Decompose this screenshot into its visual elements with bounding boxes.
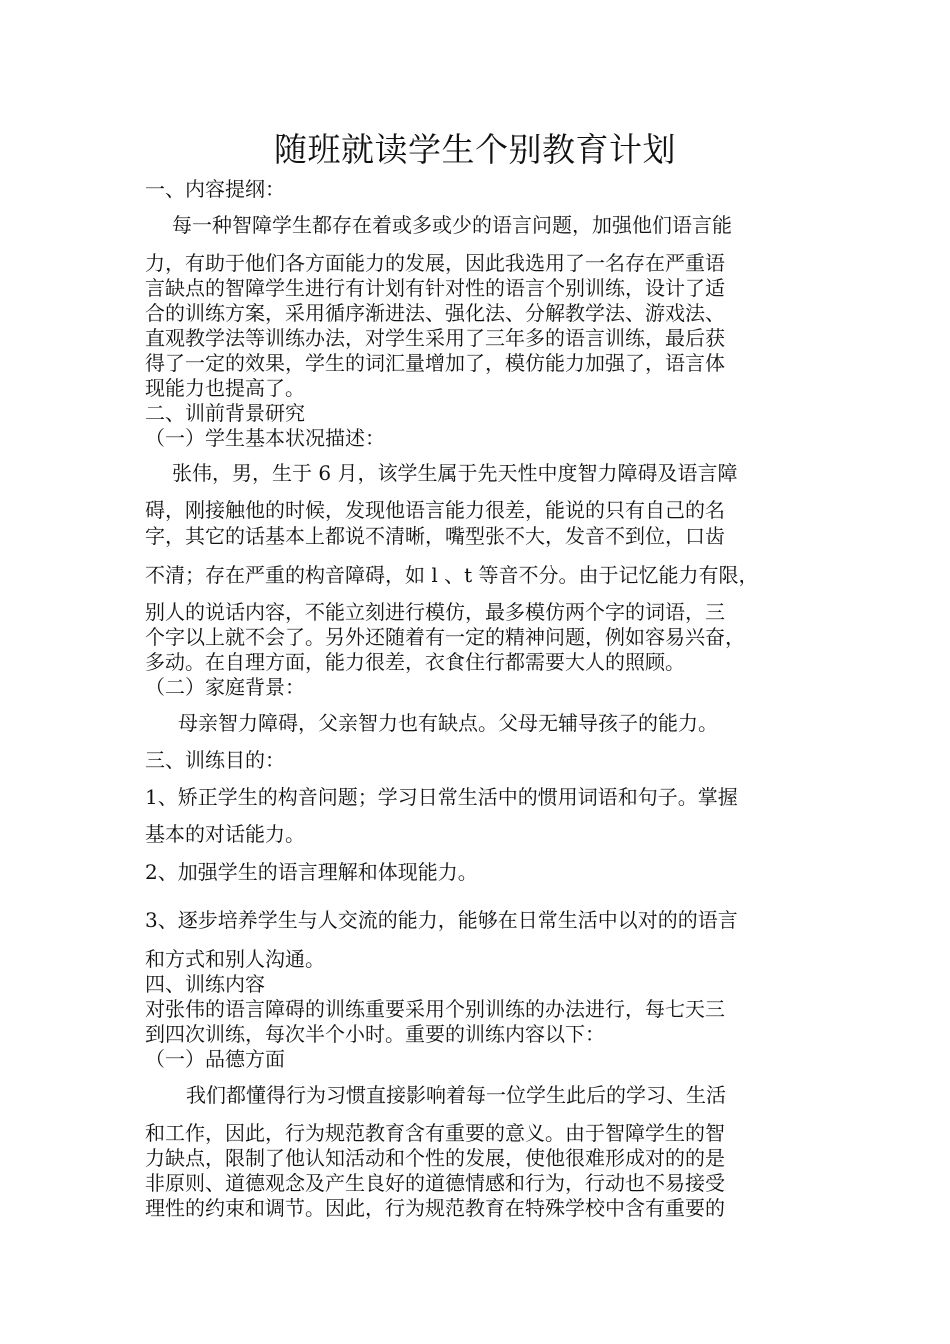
- section-heading-4: 四、训练内容: [145, 972, 265, 996]
- text-line: 1、矫正学生的构音问题；学习日常生活中的惯用词语和句子。掌握: [145, 785, 738, 809]
- text-line: 2、加强学生的语言理解和体现能力。: [145, 860, 478, 884]
- text-line: 张伟，男，生于 6 月，该学生属于先天性中度智力障碍及语言障: [172, 461, 738, 485]
- text-line: 对张伟的语言障碍的训练重要采用个别训练的办法进行，每七天三: [145, 997, 725, 1021]
- text-line: 言缺点的智障学生进行有计划有针对性的语言个别训练，设计了适: [145, 276, 725, 300]
- text-line: 字，其它的话基本上都说不清晰，嘴型张不大，发音不到位，口齿: [145, 524, 725, 548]
- section-heading-2: 二、训前背景研究: [145, 401, 305, 425]
- text-line: 得了一定的效果，学生的词汇量增加了，模仿能力加强了，语言体: [145, 351, 725, 375]
- subsection-heading: （一）品德方面: [145, 1047, 285, 1071]
- text-line: 我们都懂得行为习惯直接影响着每一位学生此后的学习、生活: [186, 1083, 726, 1107]
- text-line: 力缺点，限制了他认知活动和个性的发展，使他很难形成对的的是: [145, 1146, 725, 1170]
- subsection-heading: （一）学生基本状况描述：: [145, 426, 385, 450]
- text-line: 非原则、道德观念及产生良好的道德情感和行为，行动也不易接受: [145, 1171, 725, 1195]
- text-line: 力，有助于他们各方面能力的发展，因此我选用了一名存在严重语: [145, 251, 725, 275]
- text-line: 母亲智力障碍，父亲智力也有缺点。父母无辅导孩子的能力。: [178, 711, 718, 735]
- text-line: 合的训练方案，采用循序渐进法、强化法、分解教学法、游戏法、: [145, 301, 725, 325]
- document-title: 随班就读学生个别教育计划: [274, 130, 676, 169]
- text-line: 和方式和别人沟通。: [145, 947, 325, 971]
- text-line: 不清；存在严重的构音障碍，如 l 、t 等音不分。由于记忆能力有限，: [145, 563, 759, 587]
- text-line: 别人的说话内容，不能立刻进行模仿，最多模仿两个字的词语，三: [145, 600, 725, 624]
- section-heading-1: 一、内容提纲：: [145, 177, 285, 201]
- subsection-heading: （二）家庭背景：: [145, 675, 305, 699]
- text-line: 和工作，因此，行为规范教育含有重要的意义。由于智障学生的智: [145, 1121, 725, 1145]
- section-heading-3: 三、训练目的：: [145, 748, 285, 772]
- text-line: 直观教学法等训练办法，对学生采用了三年多的语言训练，最后获: [145, 326, 725, 350]
- text-line: 多动。在自理方面，能力很差，衣食住行都需要大人的照顾。: [145, 650, 685, 674]
- text-line: 现能力也提高了。: [145, 376, 305, 400]
- text-line: 理性的约束和调节。因此，行为规范教育在特殊学校中含有重要的: [145, 1196, 725, 1220]
- text-line: 个字以上就不会了。另外还随着有一定的精神问题，例如容易兴奋，: [145, 625, 745, 649]
- text-line: 到四次训练，每次半个小时。重要的训练内容以下：: [145, 1022, 605, 1046]
- text-line: 3、逐步培养学生与人交流的能力，能够在日常生活中以对的的语言: [145, 908, 738, 932]
- text-line: 碍，刚接触他的时候，发现他语言能力很差，能说的只有自己的名: [145, 498, 725, 522]
- text-line: 每一种智障学生都存在着或多或少的语言问题，加强他们语言能: [172, 213, 732, 237]
- text-line: 基本的对话能力。: [145, 822, 305, 846]
